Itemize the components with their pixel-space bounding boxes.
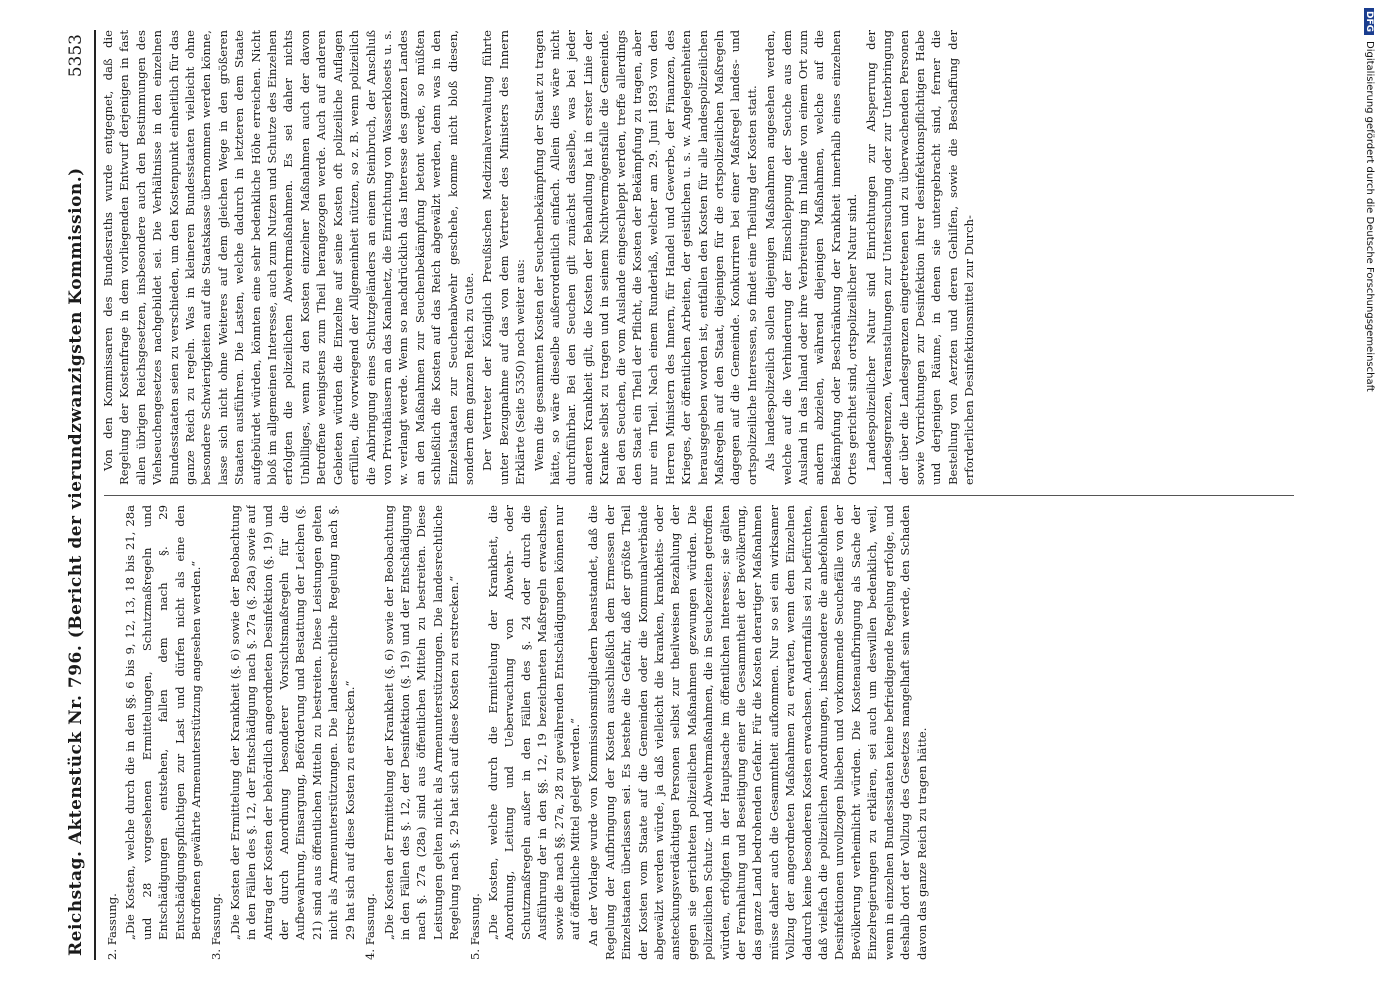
right-column xyxy=(100,30,1300,485)
digitization-credit xyxy=(1359,8,1379,988)
fassung-2-text: „Die Kosten, welche durch die in den §§. 6 bis 9, 12, 13, 18 bis 21, 28a und 28 vorgesehenen Ermittelungen, Schutzmaßregeln und Entschädigungen entstehen, fallen dem nach §. 29 Entschädigungspflichtigen zur Last und dürfen nicht als eine den Betroffenen gewährte Armenunterstützung angesehen werden.“ xyxy=(123,505,204,940)
text-columns xyxy=(100,30,1300,960)
credit-text-rotated xyxy=(1355,8,1375,988)
right-paragraph-3: Wenn die gesammten Kosten der Seuchenbekämpfung der Staat zu tragen hätte, so wäre dieselbe außerordentlich einfach. Allein dies wäre nicht durchführbar. Bei den Seuchen gilt zunächst dasselbe, was bei jeder anderen Krankheit gilt, die Kosten der Behandlung hat in erster Linie der Kranke selbst zu tragen und in seinem Nichtvermögensfalle die Gemeinde. Bei den Seuchen, die vom Auslande eingeschleppt werden, treffe allerdings den Staat ein Theil der Pflicht, die Kosten der Bekämpfung zu tragen, aber nur ein Theil. Nach einem Runderlaß, welcher am 29. Juni 1893 von den Herren Ministern des Innern, für Handel und Gewerbe, der Finanzen, des Krieges, der öffentlichen Arbeiten, der geistlichen u. s. w. Angelegenheiten herausgegeben worden ist, entfallen den Kosten für alle landespolizeilichen Maßregeln auf den Staat, diejenigen für die ortspolizeilichen Maßregeln dagegen auf die Gemeinde. Konkurriren bei einer Maßregel landes- und ortspolizeiliche Interessen, so findet eine Theilung der Kosten statt. xyxy=(531,30,759,485)
fassung-3-label: 3. Fassung. xyxy=(209,893,224,960)
right-paragraph-2: Der Vertreter der Königlich Preußischen Medizinalverwaltung führte unter Bezugnahme auf das von dem Vertreter des Ministers des Innern Erklärte (Seite 5350) noch weiter aus: xyxy=(480,30,528,485)
right-paragraph-5: Landespolizeilicher Natur sind Einrichtungen zur Absperrung der Landesgrenzen, Veranstaltungen zur Untersuchung oder zur Unterbringung der über die Landesgrenzen eingetretenen und zu überwachenden Personen sowie Vorrichtungen zur Desinfektion ihrer desinfektionspflichtigen Habe und derjenigen Räume, in denen sie untergebracht sind, ferner die Bestellung von Aerzten und deren Gehilfen, sowie die Beschaffung der erforderlichen Desinfektionsmittel zur Durch- xyxy=(863,30,977,485)
page-number: 5353 xyxy=(66,34,86,78)
rotated-page-frame xyxy=(60,30,1310,960)
fassung-2-label: 2. Fassung. xyxy=(105,893,119,960)
running-head: Reichstag. Aktenstück Nr. 796. (Bericht der vierundzwanzigsten Kommission.) xyxy=(66,167,86,956)
credit-text: Digitalisierung gefördert durch die Deutsche Forschungsgemeinschaft xyxy=(1364,41,1375,392)
fassung-4-label: 4. Fassung. xyxy=(363,893,378,960)
fassung-3-text: „Die Kosten der Ermittelung der Krankheit (§. 6) sowie der Beobachtung in den Fällen des §. 12, der Entschädigung nach §. 27a (§. 28a) sowie auf Antrag der Kosten der behördlich angeordneten Desinfektion (§. 19) und der durch Anordnung besonderer Vorsichtsmaßregeln für die Aufbewahrung, Einsargung, Beförderung und Bestattung der Leichen (§. 21) sind aus öffentlichen Mitteln zu bestreiten. Diese Leistungen gelten nicht als Armenunterstützungen. Die landesrechtliche Regelung nach §. 29 hat sich auf diese Kosten zu erstrecken.“ xyxy=(227,505,357,940)
dfg-logo: DFG xyxy=(1364,8,1374,35)
left-paragraph: An der Vorlage wurde von Kommissionsmitgliedern beanstandet, daß die Regelung der Aufbringung der Kosten ausschließlich dem Ermessen der Einzelstaaten überlassen sei. Es bestehe die Gefahr, daß der größte Theil der Kosten vom Staate auf die Gemeinden oder die Kommunalverbände abgewälzt werden würde, ja daß vielleicht die kranken, krankheits- oder ansteckungsverdächtigen Personen selbst zur theilweisen Bezahlung der gegen sie gerichteten polizeilichen Maßnahmen gezwungen würden. Die polizeilichen Schutz- und Abwehrmaßnahmen, die in Seuchezeiten getroffen würden, erfolgten in der Hauptsache im öffentlichen Interesse; sie gälten der Fernhaltung und Beseitigung einer die Gesammtheit der Bevölkerung, das ganze Land bedrohenden Gefahr. Für die Kosten derartiger Maßnahmen müsse daher auch die Gesammtheit aufkommen. Nur so sei ein wirksamer Vollzug der angeordneten Maßnahmen zu erwarten, wenn dem Einzelnen dadurch keine besonderen Kosten erwachsen. Andernfalls sei zu befürchten, daß vielfach die polizeilichen Anordnungen, insbesondere die anbefohlenen Desinfektionen unvollzogen blieben und vorkommende Seuchefälle von der Bevölkerung verheimlicht würden. Die Kostenaufbringung als Sache der Einzelregierungen zu erklären, sei auch um deswillen bedenklich, weil, wenn in einzelnen Bundesstaaten keine befriedigende Regelung erfolge, und deshalb dort der Vollzug des Gesetzes mangelhaft sein werde, den Schaden davon das ganze Reich zu tragen hätte. xyxy=(586,505,929,960)
fassung-5-text: „Die Kosten, welche durch die Ermittelung der Krankheit, die Anordnung, Leitung und Ueberwachung von Abwehr- oder Schutzmaßregeln außer in den Fällen des §. 24 oder durch die Ausführung der in den §§. 12, 19 bezeichneten Maßregeln erwachsen, sowie die nach §§. 27a, 28 zu gewährenden Entschädigungen können nur auf öffentliche Mittel gelegt werden.“ xyxy=(485,505,582,940)
right-paragraph-1: Von den Kommissaren des Bundesraths wurde entgegnet, daß die Regelung der Kostenfrage in dem vorliegenden Entwurf derjenigen in fast allen übrigen Reichsgesetzen, insbesondere auch den Bestimmungen des Viehseuchengesetzes nachgebildet sei. Die Verhältnisse in den einzelnen Bundesstaaten seien zu verschieden, um den Kostenpunkt einheitlich für das ganze Reich zu regeln. Was in kleineren Bundesstaaten vielleicht ohne besondere Schwierigkeiten auf die Staatskasse übernommen werden könne, lasse sich nicht ohne Weiteres auf dem gleichen Wege in den größeren Staaten ausführen. Die Lasten, welche dadurch in letzteren dem Staate aufgebürdet würden, könnten eine sehr bedenkliche Höhe erreichen. Nicht bloß im allgemeinen Interesse, auch zum Nutzen und Schutze des Einzelnen erfolgten die polizeilichen Abwehrmaßnahmen. Es sei daher nichts Unbilliges, wenn zu den Kosten einzelner Maßnahmen auch der davon Betroffene wenigstens zum Theil herangezogen werde. Auch auf anderen Gebieten würden die Einzelne auf seine Kosten oft polizeiliche Auflagen erfüllen, die vorwiegend der Allgemeinheit nützen, so z. B. wenn polizeilich die Anbringung eines Schutzgeländers an einem Steinbruch, der Anschluß von Privathäusern an das Kanalnetz, die Einrichtung von Wasserklosets u. s. w. verlangt werde. Wenn so nachdrücklich das Interesse des ganzen Landes an den Maßnahmen zur Seuchenbekämpfung betont werde, so müßten schließlich die Kosten auf das Reich abgewälzt werden, denn was in den Einzelstaaten zur Seuchenabwehr geschehe, komme nicht bloß diesen, sondern dem ganzen Reich zu Gute. xyxy=(101,30,476,485)
page-header xyxy=(60,30,96,960)
right-paragraph-4: Als landespolizeilich sollen diejenigen Maßnahmen angesehen werden, welche auf die Verhinderung der Einschleppung der Seuche aus dem Ausland in das Inland oder ihre Verbreitung im Inlande von einem Ort zum andern abzielen, während diejenigen Maßnahmen, welche auf die Bekämpfung oder Beschränkung der Krankheit innerhalb eines einzelnen Ortes gerichtet sind, ortspolizeilicher Natur sind. xyxy=(763,30,860,485)
fassung-4-text: „Die Kosten der Ermittelung der Krankheit (§. 6) sowie der Beobachtung in den Fällen des §. 12, der Desinfektion (§. 19) und der Entschädigung nach §. 27a (28a) sind aus öffentlichen Mitteln zu bestreiten. Diese Leistungen gelten nicht als Armenunterstützungen. Die landesrechtliche Regelung nach §. 29 hat sich auf diese Kosten zu erstrecken.“ xyxy=(381,505,462,940)
left-column xyxy=(100,505,1300,960)
rotated-page xyxy=(60,30,1310,960)
column-divider xyxy=(104,495,1294,496)
fassung-5-label: 5. Fassung. xyxy=(467,893,482,960)
